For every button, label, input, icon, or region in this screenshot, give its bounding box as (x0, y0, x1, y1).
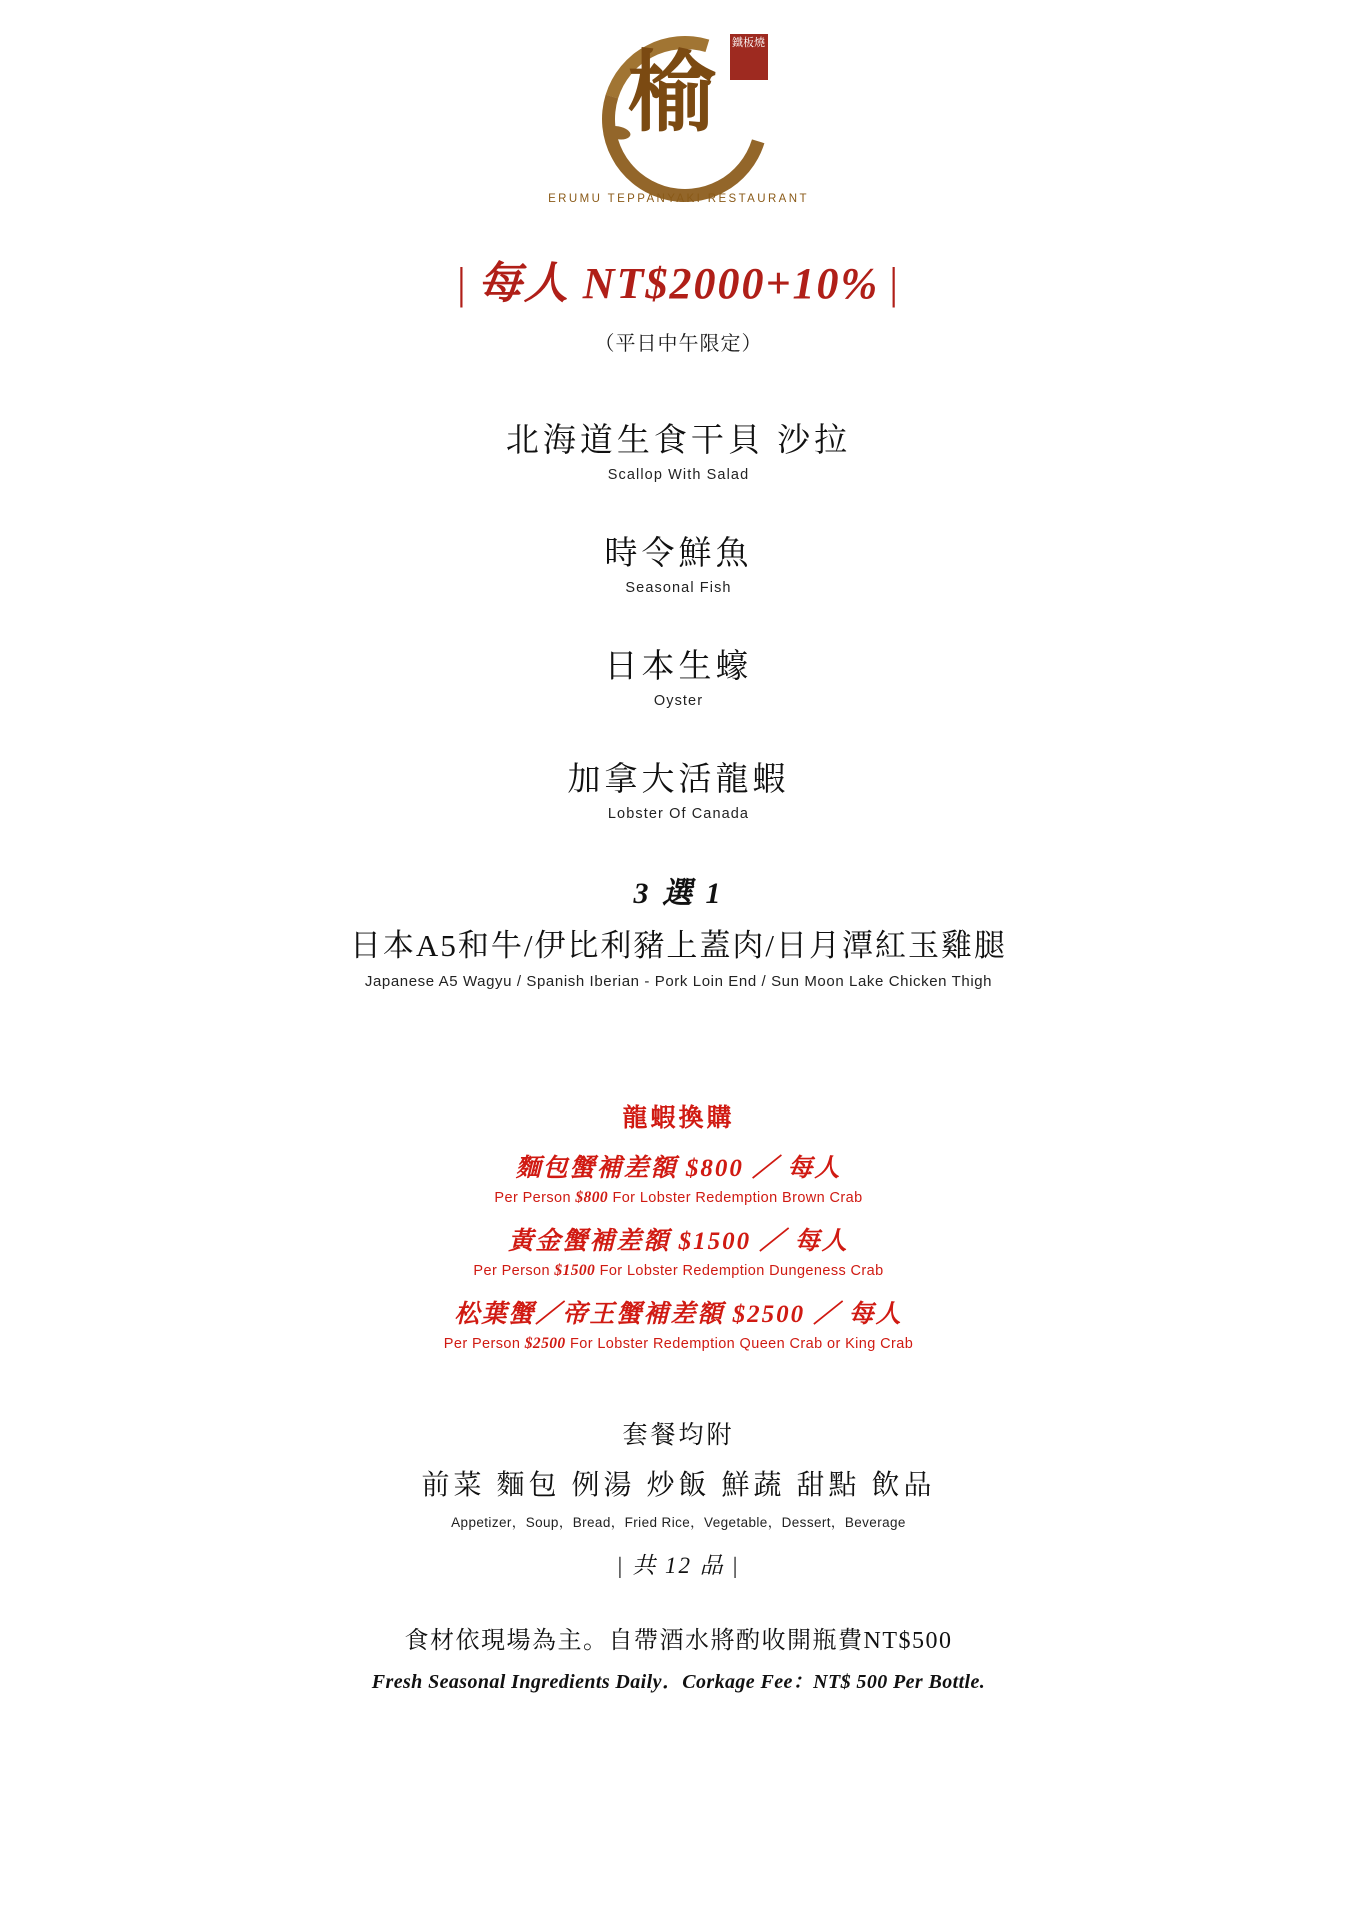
price-headline-text: 每人 NT$2000+10% (477, 259, 880, 308)
redemption-en-prefix: Per Person (473, 1263, 550, 1279)
redemption-item-zh: 松葉蟹／帝王蟹補差額 $2500 ／ 每人 (454, 1301, 903, 1328)
included-total (0, 1547, 1357, 1580)
logo-character: 榆 (627, 46, 716, 143)
price-left-bar: | (456, 259, 468, 308)
main-course-choice (0, 868, 1357, 990)
total-left-bar: | (617, 1553, 625, 1578)
redemption-en-prefix: Per Person (443, 1336, 521, 1352)
set-included-section (0, 1415, 1357, 1580)
footer-note-en: Fresh Seasonal Ingredients Daily．Corkage Fee：NT$ 500 Per Bottle. (371, 1671, 986, 1693)
price-right-bar: | (889, 259, 900, 308)
redemption-en-price: $800 (575, 1189, 608, 1206)
included-heading: 套餐均附 (622, 1422, 735, 1449)
redemption-en-suffix: For Lobster Redemption Dungeness Crab (599, 1263, 884, 1279)
course-item (0, 753, 1357, 822)
course-name-en: Lobster Of Canada (607, 806, 750, 822)
course-name-en: Scallop With Salad (607, 467, 750, 483)
redemption-en-price: $2500 (524, 1335, 566, 1352)
course-item (0, 414, 1357, 483)
redemption-item-zh: 黃金蟹補差額 $1500 ／ 每人 (508, 1228, 849, 1255)
choice-options-en: Japanese A5 Wagyu / Spanish Iberian - Pork Loin End / Sun Moon Lake Chicken Thigh (364, 973, 993, 990)
lobster-redemption-section (0, 1098, 1357, 1353)
redemption-en-suffix: For Lobster Redemption Queen Crab or King Crab (569, 1336, 914, 1352)
redemption-item-zh: 麵包蟹補差額 $800 ／ 每人 (515, 1155, 842, 1182)
included-items-zh: 前菜 麵包 例湯 炒飯 鮮蔬 甜點 飲品 (421, 1470, 936, 1501)
price-headline (0, 247, 1357, 311)
redemption-item (0, 1148, 1357, 1207)
logo-seal-stamp: 鐵板燒 (730, 34, 768, 80)
course-name-en: Oyster (653, 693, 704, 709)
choice-options-zh: 日本A5和牛/伊比利豬上蓋肉/日月潭紅玉雞腿 (349, 928, 1008, 963)
footer-notes (0, 1620, 1357, 1734)
redemption-item-en (0, 1335, 1357, 1353)
course-item (0, 527, 1357, 596)
course-name-zh: 北海道生食干貝 沙拉 (505, 423, 852, 459)
redemption-heading: 龍蝦換購 (622, 1105, 735, 1132)
logo-mark (584, 26, 774, 186)
redemption-item (0, 1221, 1357, 1280)
redemption-item-en (0, 1262, 1357, 1280)
logo-latin-name: ERUMU TEPPANYAKI RESTAURANT (548, 193, 809, 205)
redemption-item-en (0, 1189, 1357, 1207)
redemption-en-price: $1500 (554, 1262, 596, 1279)
total-right-bar: | (732, 1553, 740, 1578)
redemption-en-prefix: Per Person (494, 1190, 571, 1206)
course-name-en: Seasonal Fish (625, 580, 732, 596)
course-name-zh: 加拿大活龍蝦 (567, 762, 790, 798)
course-item (0, 640, 1357, 709)
redemption-en-suffix: For Lobster Redemption Brown Crab (612, 1190, 863, 1206)
course-name-zh: 時令鮮魚 (604, 536, 753, 572)
course-name-zh: 日本生蠔 (604, 649, 753, 685)
price-note: （平日中午限定） (594, 333, 763, 355)
course-list (0, 414, 1357, 822)
total-text: 共 12 品 (632, 1553, 725, 1578)
redemption-item (0, 1294, 1357, 1353)
choice-count: 3 選 1 (633, 877, 724, 910)
included-items-en: Appetizer，Soup，Bread，Fried Rice，Vegetable，Dessert，Beverage (451, 1515, 906, 1530)
footer-note-zh: 食材依現場為主。自帶酒水將酌收開瓶費NT$500 (404, 1628, 953, 1654)
restaurant-logo (0, 26, 1357, 205)
